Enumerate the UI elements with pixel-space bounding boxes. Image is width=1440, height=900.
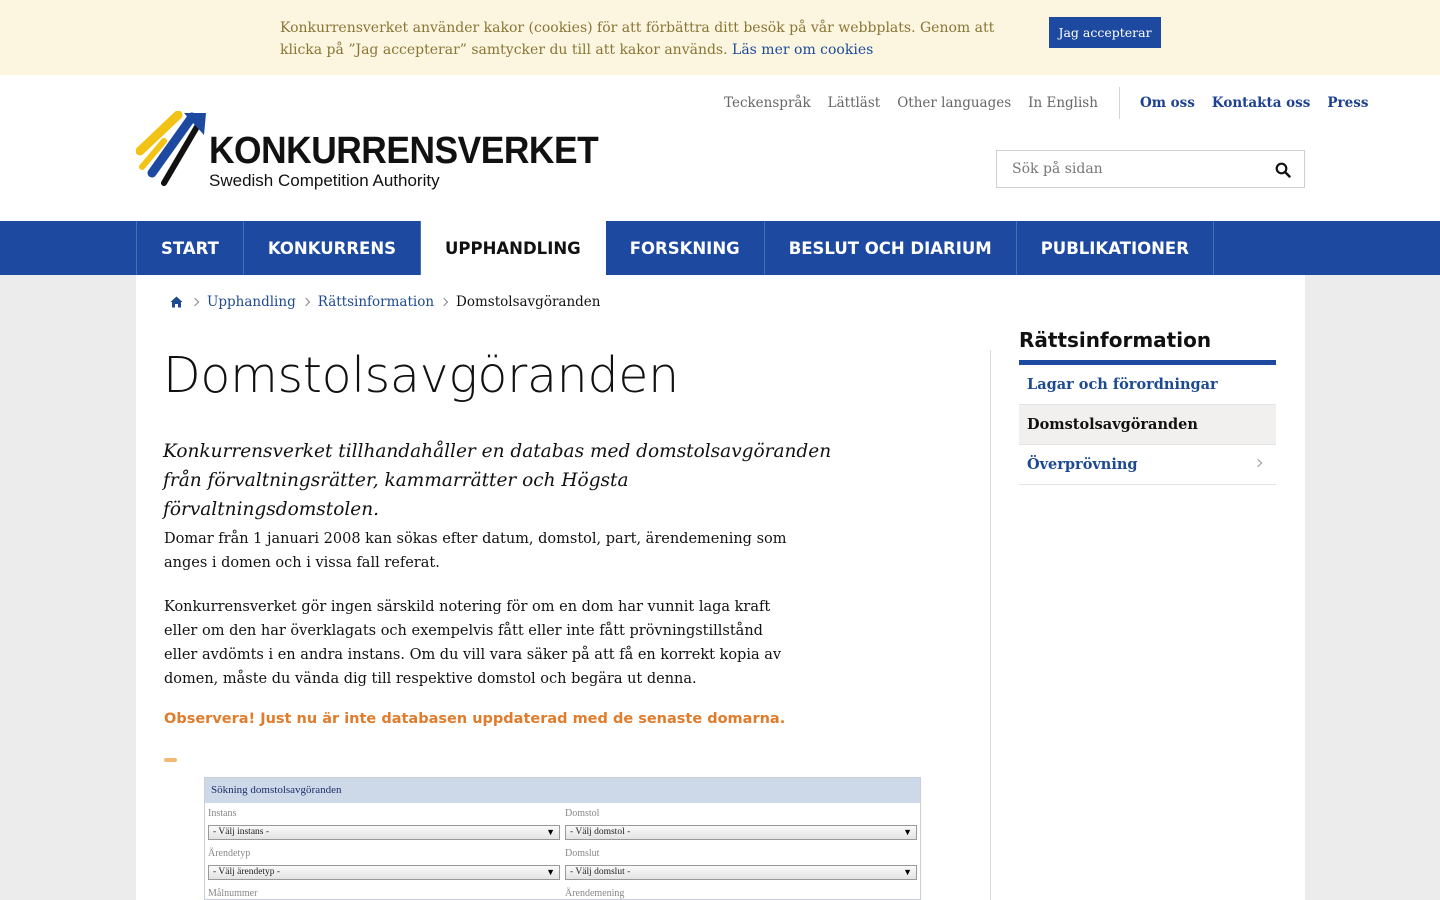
chevron-right-icon [440,298,448,306]
decorative-dash [164,758,177,762]
search-input[interactable] [997,151,1265,187]
nav-item-beslut-och-diarium[interactable]: BESLUT OCH DIARIUM [765,221,1017,275]
cookie-accept-button[interactable]: Jag accepterar [1049,17,1161,48]
sidebar-item-label: Överprövning [1027,456,1138,473]
arendetyp-select-value: - Välj ärendetyp - [213,867,281,877]
cookie-read-more-link[interactable]: Läs mer om cookies [732,42,874,58]
dropdown-arrow-icon: ▼ [546,827,555,837]
nav-item-upphandling[interactable]: UPPHANDLING [421,221,606,275]
chevron-right-icon [301,298,309,306]
toplink-sign-language[interactable]: Teckenspråk [724,95,811,111]
toplink-contact[interactable]: Kontakta oss [1211,95,1311,111]
domslut-select[interactable] [565,865,917,880]
home-icon[interactable] [170,296,183,308]
form-title: Sökning domstolsavgöranden [205,778,920,803]
toplink-english[interactable]: In English [1028,95,1098,111]
instans-select-value: - Välj instans - [213,827,270,837]
dropdown-arrow-icon: ▼ [546,867,555,877]
page-lead: Konkurrensverket tillhandahåller en databas med domstolsavgöranden från förvaltningsrätter, kammarrätter och Högsta förvaltningsdomstolen. [163,441,832,520]
toplink-press[interactable]: Press [1327,95,1369,111]
site-logo[interactable] [136,111,599,193]
cookie-text [280,17,1030,61]
court-decision-search-form [204,777,921,900]
toplink-easy-read[interactable]: Lättläst [827,95,881,111]
domstol-select-value: - Välj domstol - [570,827,631,837]
arendetyp-select[interactable] [208,865,560,880]
breadcrumb-upphandling[interactable]: Upphandling [207,294,296,310]
toplinks-divider [1119,87,1120,119]
logo-arrows-icon [136,111,208,193]
toplink-about[interactable]: Om oss [1139,95,1195,111]
body-paragraph-1: Domar från 1 januari 2008 kan sökas efter datum, domstol, part, ärendemening som anges i domen och i vissa fall referat. [164,531,787,571]
logo-subtitle: Swedish Competition Authority [209,171,440,190]
site-header [0,75,1440,221]
dropdown-arrow-icon: ▼ [903,867,912,877]
content-divider [990,350,991,900]
instans-label: Instans [208,808,237,819]
top-links [724,91,1385,115]
cookie-message: Konkurrensverket använder kakor (cookies) för att förbättra ditt besök på vår webbplats. Genom att klicka på ”Jag accepterar” samtycker du till att kakor används. [280,20,995,58]
arendetyp-label: Ärendetyp [208,848,251,859]
nav-item-publikationer[interactable]: PUBLIKATIONER [1017,221,1214,275]
notice-text: Observera! Just nu är inte databasen uppdaterad med de senaste domarna. [164,711,786,727]
dropdown-arrow-icon: ▼ [903,827,912,837]
domslut-select-value: - Välj domslut - [570,867,631,877]
search-icon[interactable] [1275,162,1291,178]
nav-item-forskning[interactable]: FORSKNING [606,221,765,275]
logo-title: KONKURRENSVERKET [209,130,599,172]
arendemening-label: Ärendemening [565,888,625,899]
breadcrumb-current: Domstolsavgöranden [456,294,601,310]
main-nav [0,221,1440,275]
chevron-right-icon [191,298,199,306]
domslut-label: Domslut [565,848,600,859]
cookie-banner [0,0,1440,75]
chevron-right-icon[interactable] [1254,459,1262,467]
nav-item-start[interactable]: START [137,221,244,275]
breadcrumb [170,293,600,311]
body-paragraph-2: Konkurrensverket gör ingen särskild notering för om en dom har vunnit laga kraft eller om den har överklagats och exempelvis fått eller inte fått prövningstillstånd eller avdömts i en andra instans. Om du vill vara säker på att få en korrekt kopia av domen, måste du vända dig till respektive domstol och begära ut denna. [164,599,782,687]
sidebar-item-domstolsavgoranden[interactable]: Domstolsavgöranden [1019,405,1276,445]
sidebar-title: Rättsinformation [1019,328,1212,352]
nav-item-konkurrens[interactable]: KONKURRENS [244,221,421,275]
sidebar-item-lagar[interactable]: Lagar och förordningar [1019,365,1276,405]
domstol-select[interactable] [565,825,917,840]
domstol-label: Domstol [565,808,600,819]
toplink-other-languages[interactable]: Other languages [897,95,1012,111]
sidebar-item-overprovning[interactable] [1019,445,1276,485]
instans-select[interactable] [208,825,560,840]
site-search [996,150,1305,188]
malnummer-label: Målnummer [208,888,258,899]
page-title: Domstolsavgöranden [163,347,679,404]
breadcrumb-rattsinformation[interactable]: Rättsinformation [317,294,435,310]
sidebar-menu [1019,365,1276,485]
